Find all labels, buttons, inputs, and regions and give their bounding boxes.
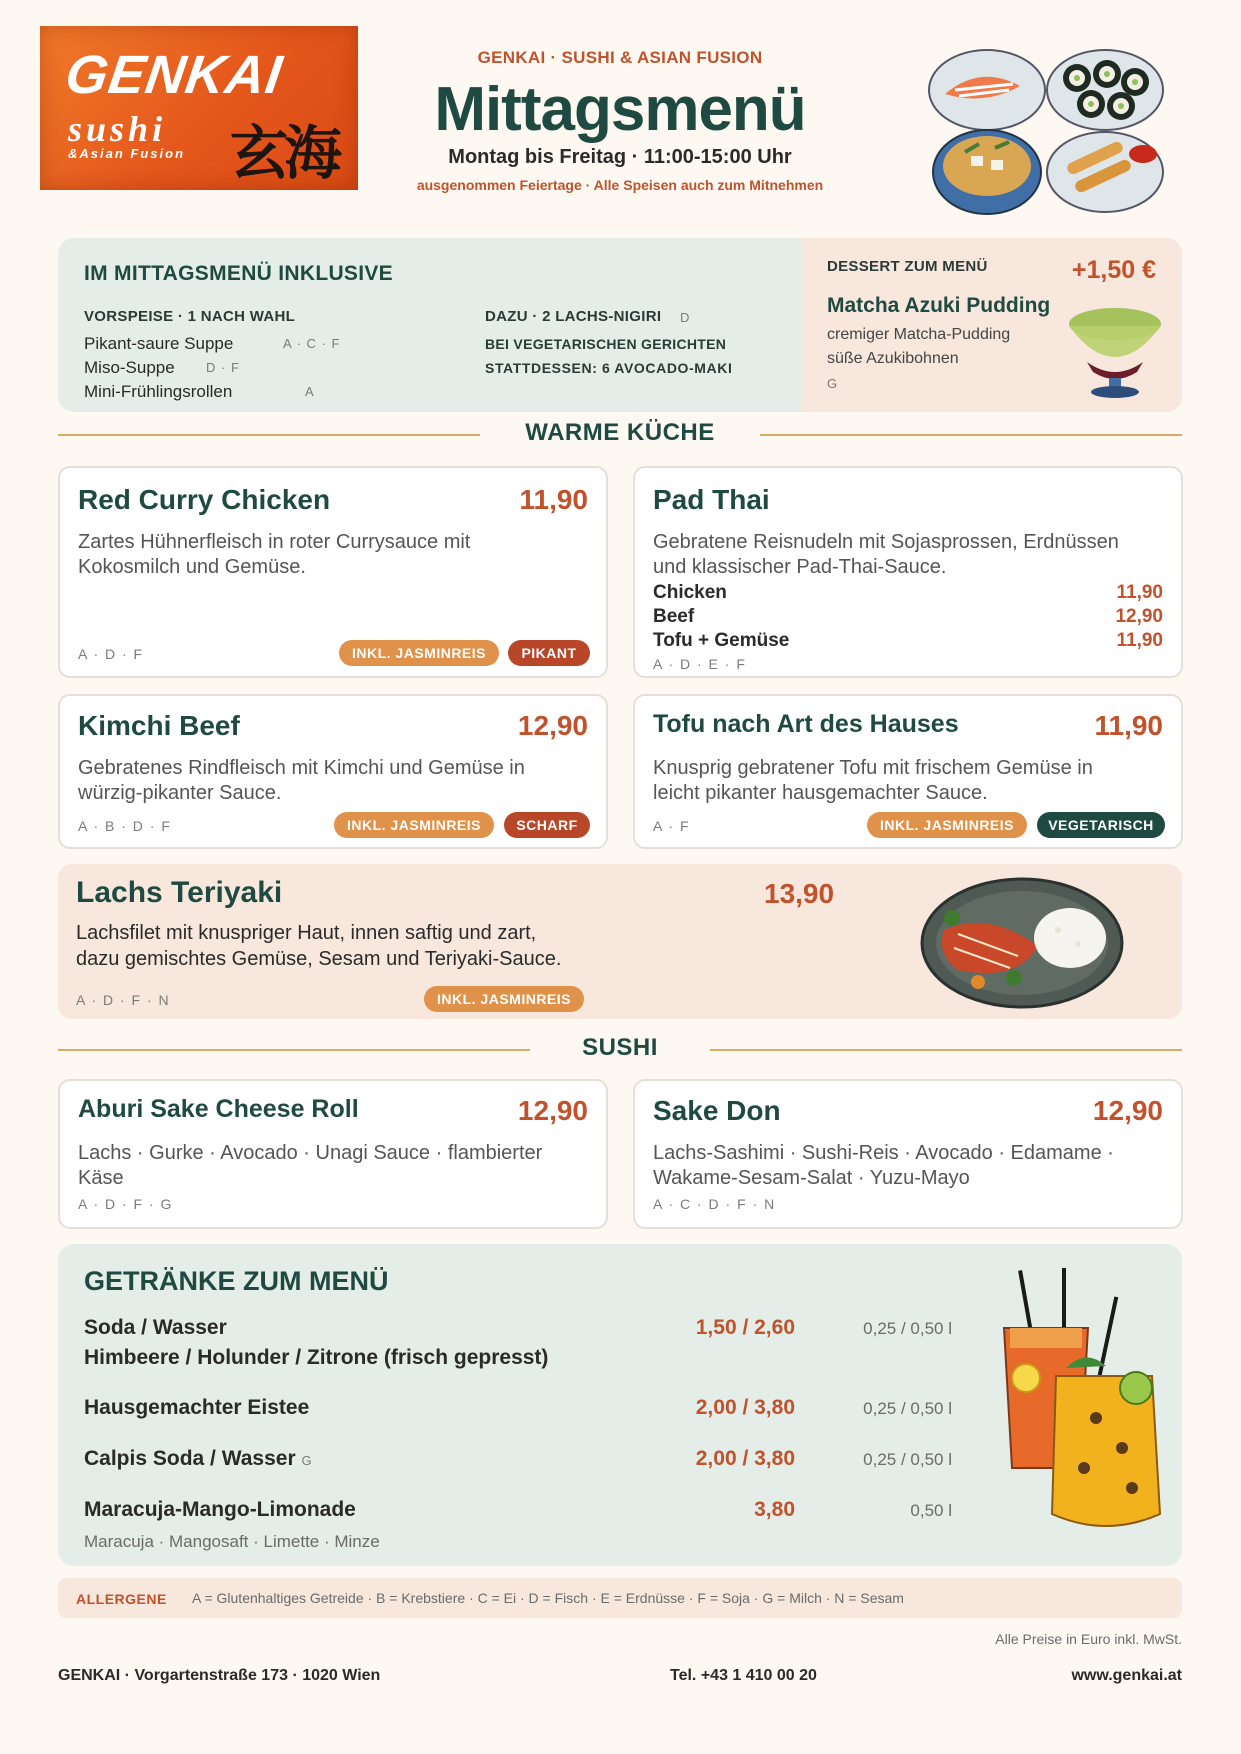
option-price: 11,90 [1116,582,1163,603]
starter-name: Pikant-saure Suppe [84,334,234,353]
opening-hours: Montag bis Freitag · 11:00-15:00 Uhr [448,146,792,168]
genkai-logo [40,26,358,190]
drink-volume: 0,25 / 0,50 l [863,1399,952,1418]
dish-card-sake-don [633,1079,1183,1229]
tag-rice: INKL. JASMINREIS [867,812,1027,838]
dish-name: Lachs Teriyaki [76,876,283,909]
logo-script: sushi [68,109,167,149]
matcha-pudding-icon [1065,298,1165,400]
dish-card-red-curry [58,466,608,678]
option-name: Tofu + Gemüse [653,630,790,651]
tag-hot: SCHARF [504,812,590,838]
tag-rice: INKL. JASMINREIS [424,986,584,1012]
drink-allergen: G [301,1453,312,1468]
option-price: 12,90 [1115,606,1163,627]
drink-name: Hausgemachter Eistee [84,1396,310,1419]
starter-heading: VORSPEISE · 1 NACH WAHL [84,308,296,325]
dish-card-tofu [633,694,1183,849]
logo-subline: &Asian Fusion [68,146,186,161]
dessert-price: +1,50 € [1071,256,1156,284]
dish-name: Kimchi Beef [78,710,240,741]
dish-price: 12,90 [1092,1095,1163,1126]
dish-price: 13,90 [764,878,835,909]
dish-description: Zartes Hühnerfleisch in roter Currysauce mit Kokosmilch und Gemüse. [78,531,471,578]
logo-brand: GENKAI [61,45,287,105]
drinks-heading: GETRÄNKE ZUM MENÜ [84,1266,389,1296]
dessert-desc: süße Azukibohnen [827,350,959,367]
dish-description: dazu gemischtes Gemüse, Sesam und Teriyaki-Sauce. [76,948,562,970]
dish-allergens: A · F [653,818,691,834]
dish-description: Lachs-Sashimi · Sushi-Reis · Avocado · Edamame · Wakame-Sesam-Salat · Yuzu-Mayo [653,1142,1114,1189]
page-title: Mittagsmenü [434,75,806,144]
dish-allergens: A · D · E · F [653,656,747,672]
tag-spicy: PIKANT [508,640,590,666]
dish-allergens: A · D · F · G [78,1196,173,1212]
dish-allergens: A · B · D · F [78,818,172,834]
dessert-name: Matcha Azuki Pudding [827,294,1051,317]
extra-heading: DAZU · 2 LACHS-NIGIRI [485,308,662,325]
drink-volume: 0,25 / 0,50 l [863,1450,952,1469]
teriyaki-plate-icon [918,874,1126,1012]
drink-volume: 0,25 / 0,50 l [863,1319,952,1338]
drink-variants: Himbeere / Holunder / Zitrone (frisch gepresst) [84,1346,549,1369]
dish-name: Red Curry Chicken [78,484,331,515]
drink-volume: 0,50 l [910,1501,952,1520]
dish-name: Aburi Sake Cheese Roll [78,1095,359,1123]
extra-allergen: D [680,310,691,325]
drink-name: Calpis Soda / Wasser [84,1447,296,1470]
dish-name: Tofu nach Art des Hauses [653,710,959,738]
tag-rice: INKL. JASMINREIS [339,640,499,666]
veg-note: BEI VEGETARISCHEN GERICHTEN [485,336,727,352]
section-sushi-divider [58,1034,1182,1064]
dessert-heading: DESSERT ZUM MENÜ [827,258,988,275]
drink-price: 2,00 / 3,80 [695,1447,795,1470]
allergen-label: ALLERGENE [76,1591,167,1607]
drink-price: 2,00 / 3,80 [695,1396,795,1419]
tagline: GENKAI · SUSHI & ASIAN FUSION [477,48,763,67]
option-name: Beef [653,606,695,627]
section-warm-title: WARME KÜCHE [525,419,715,446]
dish-allergens: A · C · D · F · N [653,1196,776,1212]
starter-allergens: D · F [206,360,240,375]
drink-name: Soda / Wasser [84,1316,227,1339]
dish-description: Knusprig gebratener Tofu mit frischem Gemüse in leicht pikanter hausgemachter Sauce. [653,757,1093,804]
drinks-box [58,1244,1182,1566]
dish-name: Sake Don [653,1095,781,1126]
dish-description: Lachs · Gurke · Avocado · Unagi Sauce · flambierter Käse [78,1142,543,1189]
drink-name-row [84,1447,312,1471]
drinks-illustration [996,1268,1166,1538]
dessert-box [801,238,1182,412]
included-heading: IM MITTAGSMENÜ INKLUSIVE [84,262,393,285]
tag-vegetarian: VEGETARISCH [1037,812,1165,838]
dessert-allergen: G [827,376,839,391]
dish-price: 11,90 [1094,710,1163,741]
dish-name: Pad Thai [653,484,770,515]
included-box [58,238,1182,412]
dish-price: 12,90 [517,1095,588,1126]
footer-website: www.genkai.at [1071,1667,1182,1684]
food-illustration [925,44,1165,220]
dish-card-pad-thai [633,466,1183,678]
dish-description: Lachsfilet mit knuspriger Haut, innen saftig und zart, [76,922,537,944]
dish-description: Gebratene Reisnudeln mit Sojasprossen, Erdnüssen und klassischer Pad-Thai-Sauce. [653,531,1119,578]
drink-price: 3,80 [754,1498,795,1521]
price-note: Alle Preise in Euro inkl. MwSt. [995,1631,1182,1647]
starter-name: Miso-Suppe [84,358,175,377]
starter-allergens: A [305,384,315,399]
drink-price: 1,50 / 2,60 [695,1316,795,1339]
veg-alternative: STATTDESSEN: 6 AVOCADO-MAKI [485,360,733,376]
dessert-desc: cremiger Matcha-Pudding [827,326,1011,343]
option-price: 11,90 [1116,630,1163,651]
tag-rice: INKL. JASMINREIS [334,812,494,838]
starter-allergens: A · C · F [283,336,341,351]
drink-description: Maracuja · Mangosaft · Limette · Minze [84,1532,380,1551]
footer-address: GENKAI · Vorgartenstraße 173 · 1020 Wien [58,1667,381,1684]
option-name: Chicken [653,582,727,603]
starter-name: Mini-Frühlingsrollen [84,382,233,401]
section-warm-divider [58,419,1182,449]
header-note: ausgenommen Feiertage · Alle Speisen auch zum Mitnehmen [416,177,824,193]
dish-description: Gebratenes Rindfleisch mit Kimchi und Gemüse in würzig-pikanter Sauce. [78,757,525,804]
dish-allergens: A · D · F · N [76,992,171,1008]
dish-card-lachs-teriyaki [58,864,1182,1019]
section-sushi-title: SUSHI [582,1034,658,1061]
footer-phone: Tel. +43 1 410 00 20 [670,1667,817,1684]
logo-kanji: 玄海 [230,119,339,187]
dish-allergens: A · D · F [78,646,144,662]
dish-card-aburi-roll [58,1079,608,1229]
allergen-legend-bar [58,1578,1182,1618]
dish-price: 12,90 [517,710,588,741]
dish-card-kimchi-beef [58,694,608,849]
dish-price: 11,90 [519,484,588,515]
allergen-legend: A = Glutenhaltiges Getreide · B = Krebstiere · C = Ei · D = Fisch · E = Erdnüsse · F = Soja · G = Milch · N = Sesam [192,1590,904,1606]
drink-name: Maracuja-Mango-Limonade [84,1498,356,1521]
